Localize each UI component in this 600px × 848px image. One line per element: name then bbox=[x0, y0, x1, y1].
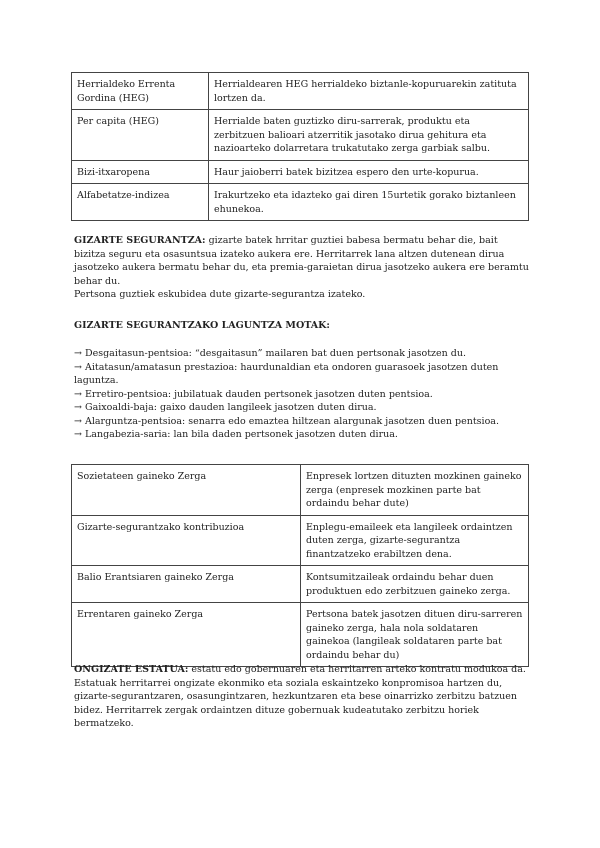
table-cell-term: Errentaren gaineko Zerga bbox=[72, 603, 301, 667]
list-item: → Erretiro-pentsioa: jubilatuak dauden pertsonek jasotzen duten pentsioa. bbox=[74, 388, 433, 400]
table-cell-definition: Enplegu-emaileek eta langileek ordaintzen duten zerga, gizarte-segurantza finantzatzeko erabiltzen dena. bbox=[301, 515, 529, 566]
social-security-rights: Pertsona guztiek eskubidea dute gizarte-segurantza izateko. bbox=[74, 289, 366, 300]
list-item: → Alarguntza-pentsioa: senarra edo emaztea hiltzean alargunak jasotzen duen pentsioa. bbox=[74, 415, 499, 427]
table-cell-definition: Herrialdearen HEG herrialdeko biztanle-kopuruarekin zatituta lortzen da. bbox=[209, 73, 529, 110]
arrow-icon: → bbox=[74, 429, 82, 440]
arrow-icon: → bbox=[74, 348, 82, 359]
welfare-state-body: estatu edo gobernuaren eta herritarren arteko kontratu modukoa da. Estatuak herritarrei ongizate ekonmiko eta soziala eskaintzeko konpromisoa hartzen du, gizarte-segurantzaren, osasungintzaren, hezkuntzaren eta bese oinarrizko zerbitzu batzuen bidez. Herritarrek zergak ordaintzen dituze gobernuak kudeatutako zerbitzu horiek bermatzeko. bbox=[74, 664, 526, 729]
social-security-paragraph bbox=[74, 234, 530, 302]
table-cell-definition: Irakurtzeko eta idazteko gai diren 15urtetik gorako biztanleen ehunekoa. bbox=[209, 184, 529, 221]
table-row bbox=[72, 465, 529, 516]
table-cell-term: Alfabetatze-indizea bbox=[72, 184, 209, 221]
arrow-icon: → bbox=[74, 402, 82, 413]
table-row bbox=[72, 603, 529, 667]
table-row bbox=[72, 110, 529, 161]
table-row bbox=[72, 160, 529, 184]
table-cell-term: Per capita (HEG) bbox=[72, 110, 209, 161]
social-security-text bbox=[74, 234, 530, 288]
table-cell-definition: Pertsona batek jasotzen dituen diru-sarreren gaineko zerga, hala nola soldataren gainekoa (langileak soldataren parte bat ordaindu behar du) bbox=[301, 603, 529, 667]
aid-types-list bbox=[74, 347, 530, 442]
table-cell-definition: Herrialde baten guztizko diru-sarrerak, produktu eta zerbitzuen balioari atzerritik jasotako dirua gehitura eta nazioarteko dolarretara trukatutako zerga garbiak salbu. bbox=[209, 110, 529, 161]
indicators-table bbox=[71, 72, 529, 221]
social-security-heading: GIZARTE SEGURANTZA: bbox=[74, 235, 206, 246]
table-row bbox=[72, 184, 529, 221]
table-row bbox=[72, 515, 529, 566]
welfare-state-heading: ONGIZATE ESTATUA: bbox=[74, 664, 189, 675]
taxes-table bbox=[71, 464, 529, 667]
aid-types-heading: GIZARTE SEGURANTZAKO LAGUNTZA MOTAK: bbox=[74, 320, 330, 331]
arrow-icon: → bbox=[74, 388, 82, 400]
welfare-state-text bbox=[74, 663, 530, 731]
table-cell-definition: Enpresek lortzen dituzten mozkinen gaineko zerga (enpresek mozkinen parte bat ordaindu behar dute) bbox=[301, 465, 529, 516]
arrow-icon: → bbox=[74, 415, 82, 427]
table-cell-term: Herrialdeko Errenta Gordina (HEG) bbox=[72, 73, 209, 110]
table-row bbox=[72, 73, 529, 110]
table-row bbox=[72, 566, 529, 603]
welfare-state-paragraph bbox=[74, 663, 530, 731]
list-item: → Gaixoaldi-baja: gaixo dauden langileek jasotzen duten dirua. bbox=[74, 402, 377, 413]
table-cell-term: Balio Erantsiaren gaineko Zerga bbox=[72, 566, 301, 603]
table-cell-definition: Haur jaioberri batek bizitzea espero den urte-kopurua. bbox=[209, 160, 529, 184]
list-item: → Langabezia-saria: lan bila daden pertsonek jasotzen duten dirua. bbox=[74, 429, 398, 440]
arrow-icon: → bbox=[74, 361, 82, 373]
social-security-body: gizarte batek hrritar guztiei babesa bermatu behar die, bait bizitza seguru eta osasuntsua izateko aukera ere. Herritarrek lana altzen dutenean dirua jasotzeko aukera bermatu behar du, eta premia-garaietan dirua jasotzeko aukera ere beramtu behar du. bbox=[74, 235, 529, 287]
table-cell-term: Bizi-itxaropena bbox=[72, 160, 209, 184]
list-item: → Desgaitasun-pentsioa: “desgaitasun” mailaren bat duen pertsonak jasotzen du. bbox=[74, 348, 467, 359]
table-cell-term: Gizarte-segurantzako kontribuzioa bbox=[72, 515, 301, 566]
table-cell-definition: Kontsumitzaileak ordaindu behar duen produktuen edo zerbitzuen gaineko zerga. bbox=[301, 566, 529, 603]
table-cell-term: Sozietateen gaineko Zerga bbox=[72, 465, 301, 516]
list-item: → Aitatasun/amatasun prestazioa: haurdunaldian eta ondoren guarasoek jasotzen duten laguntza. bbox=[74, 361, 499, 386]
